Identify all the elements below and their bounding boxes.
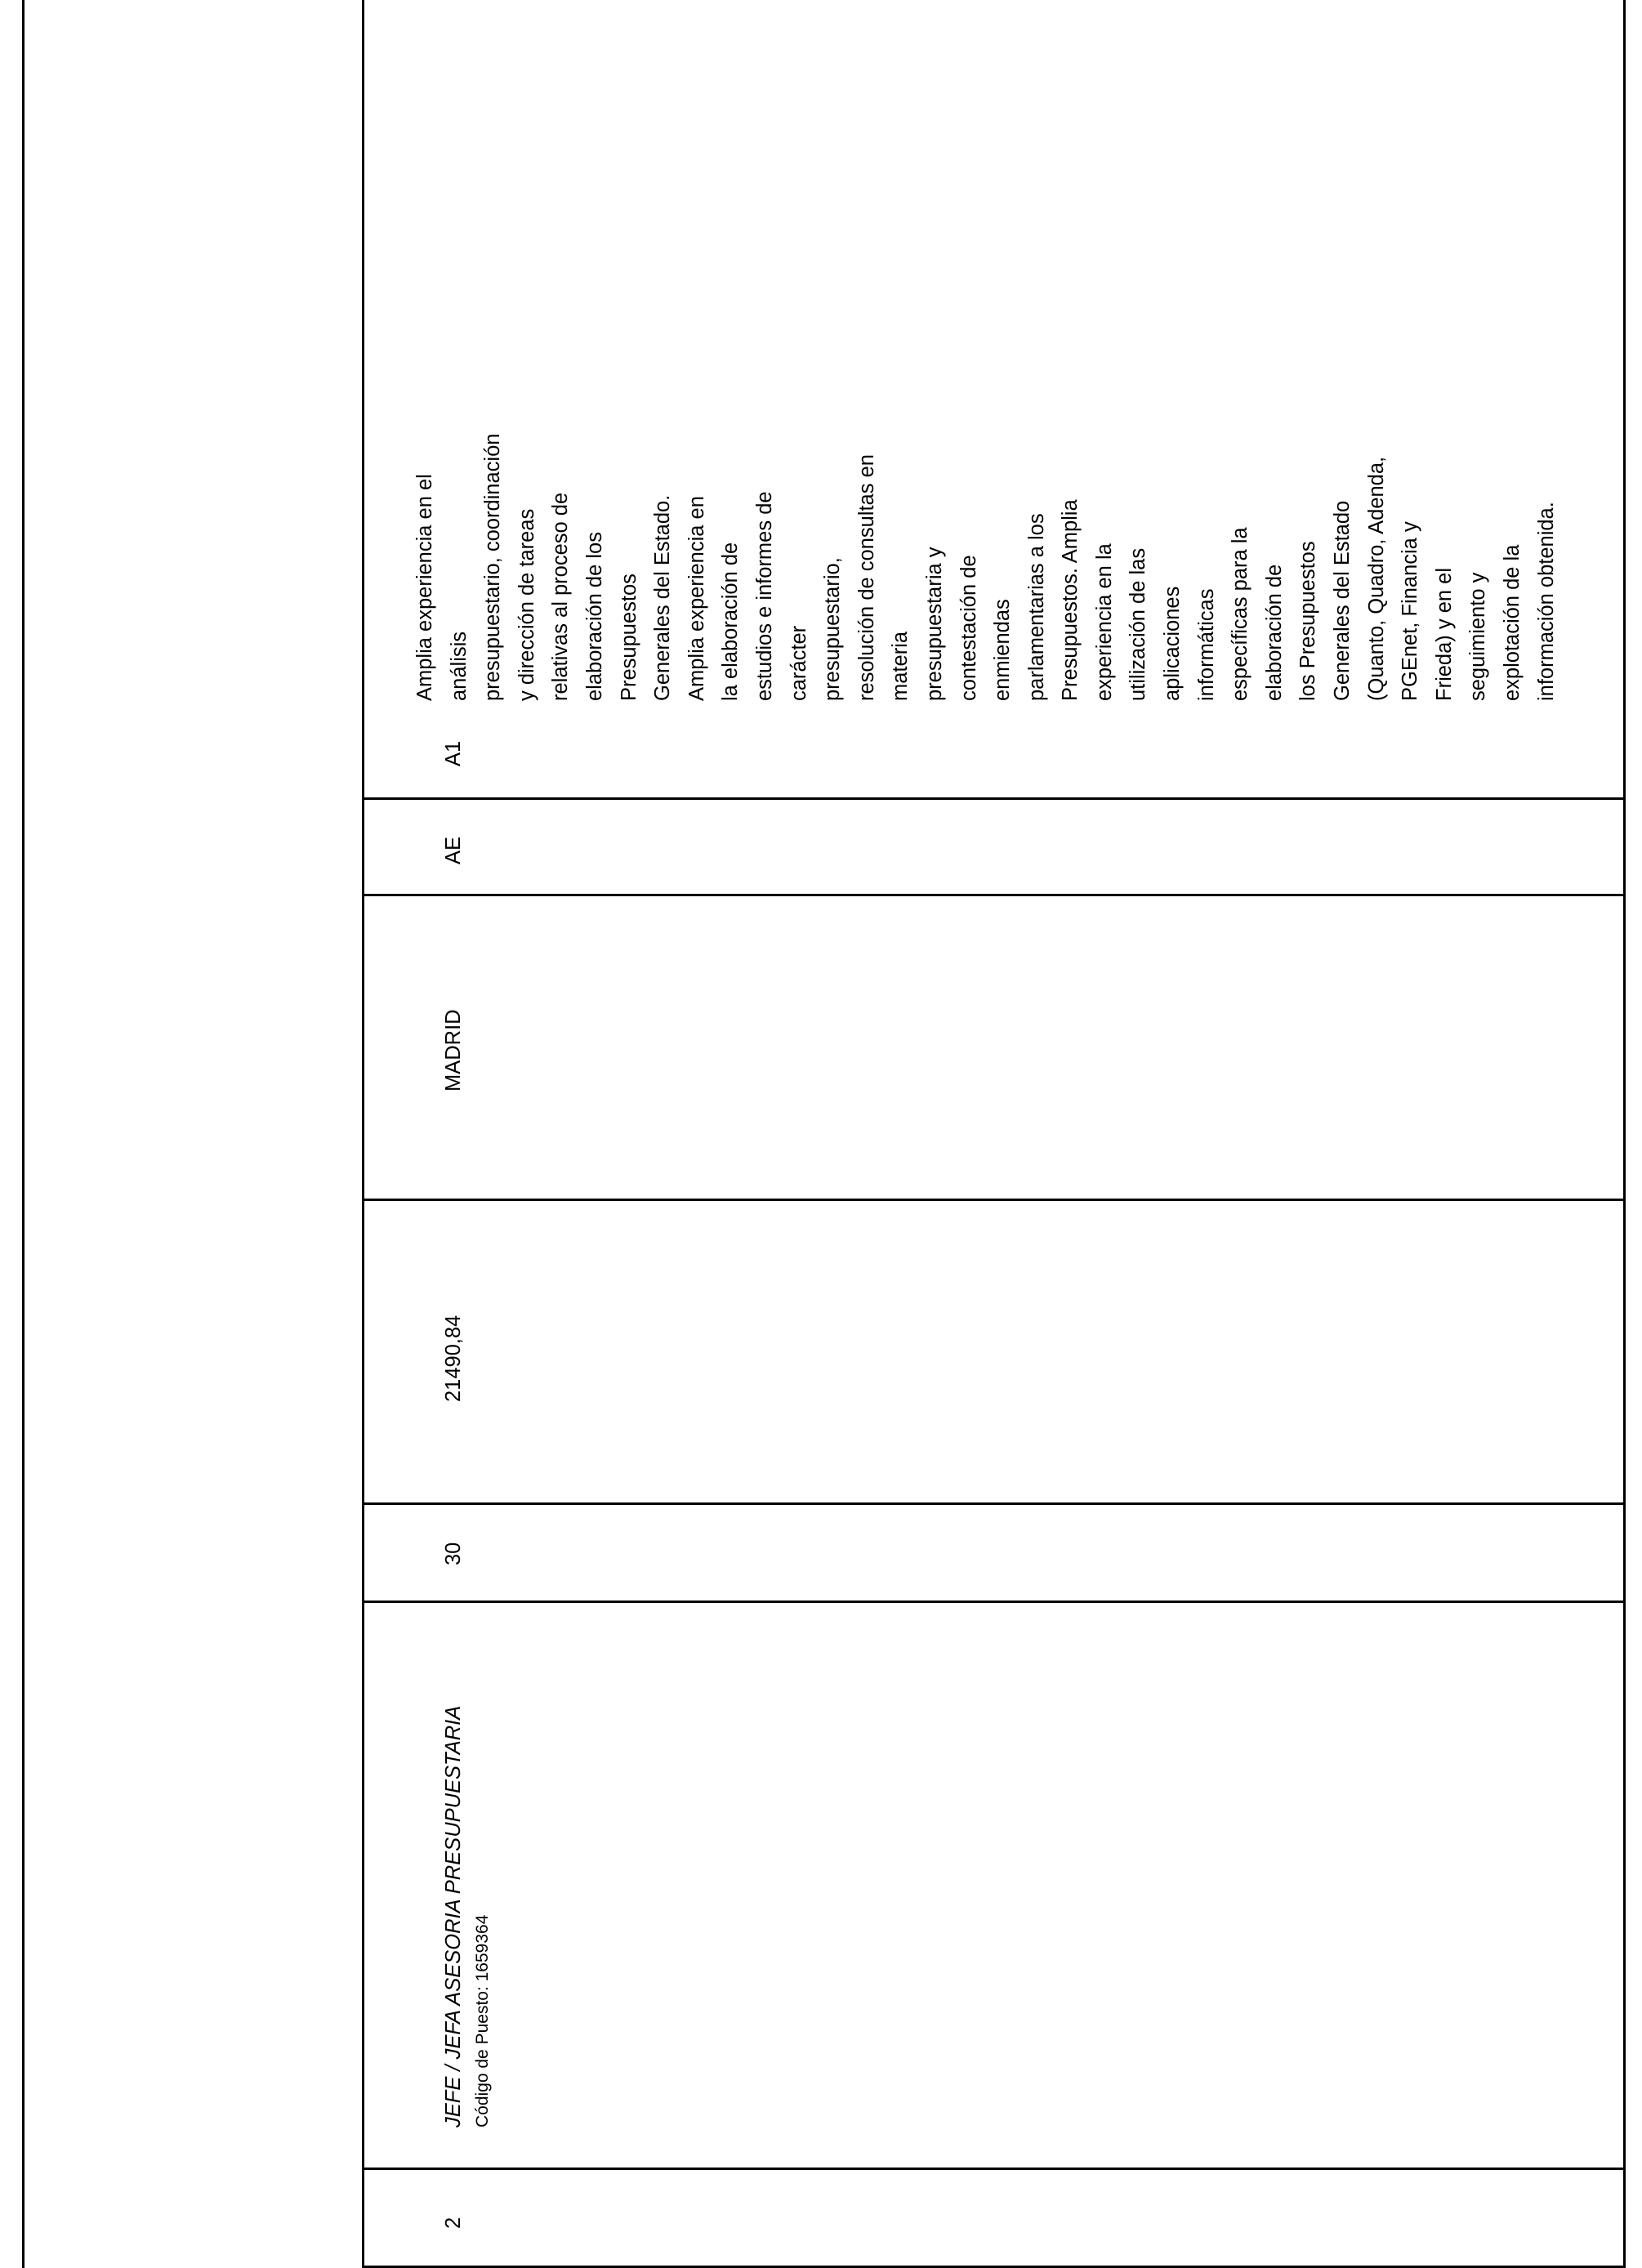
- position-title: JEFE / JEFA ASESORIA PRESUPUESTARIA: [442, 1705, 465, 2127]
- text-line: contestación de: [957, 555, 980, 701]
- text-line: los Presupuestos: [1296, 541, 1320, 701]
- text-line: Presupuestos. Amplia: [1059, 499, 1082, 701]
- text-line: información obtenida.: [1534, 502, 1558, 701]
- text-line: estudios e informes de: [752, 491, 776, 701]
- column-rule: [362, 797, 1626, 800]
- location: MADRID: [442, 1009, 465, 1092]
- text-line: (Quanto, Quadro, Adenda,: [1364, 456, 1388, 701]
- specific-complement: 21490,84: [442, 1315, 465, 1402]
- text-line: seguimiento y: [1466, 572, 1490, 701]
- column-rule: [362, 1601, 1626, 1603]
- text-line: elaboración de: [1262, 564, 1286, 701]
- text-line: elaboración de los: [582, 532, 606, 701]
- table-rule-row-separator: [362, 0, 364, 2268]
- text-line: relativas al proceso de: [549, 492, 573, 701]
- order-number: 2: [442, 2217, 465, 2229]
- table-rule-bottom: [1623, 0, 1626, 2268]
- text-line: explotación de la: [1501, 544, 1524, 701]
- text-line: Amplia experiencia en: [685, 496, 708, 701]
- table-rule-top: [22, 0, 25, 2268]
- text-line: Generales del Estado.: [651, 494, 675, 701]
- text-line: PGEnet, Financia y: [1399, 521, 1422, 701]
- text-line: experiencia en la: [1092, 543, 1116, 701]
- text-line: presupuestaria y: [922, 547, 946, 701]
- column-rule: [362, 1199, 1626, 1201]
- text-line: Presupuestos: [617, 574, 640, 701]
- column-rule: [362, 2168, 1626, 2170]
- text-line: parlamentarias a los: [1024, 513, 1048, 701]
- text-line: presupuestario,: [821, 557, 845, 701]
- position-code: Código de Puesto: 1659364: [472, 1914, 492, 2127]
- position-cell: [437, 1706, 494, 2127]
- text-line: utilización de las: [1127, 547, 1150, 701]
- text-line: informáticas: [1194, 588, 1218, 701]
- text-line: materia: [889, 631, 912, 701]
- text-line: y dirección de tareas: [515, 508, 538, 701]
- group: A1: [442, 740, 465, 766]
- column-rule: [362, 894, 1626, 896]
- text-line: enmiendas: [991, 599, 1015, 701]
- text-line: resolución de consultas en: [854, 454, 878, 701]
- text-line: específicas para la: [1229, 527, 1252, 701]
- text-line: presupuestario, coordinación: [481, 433, 505, 701]
- level: 30: [442, 1542, 465, 1565]
- text-line: Generales del Estado: [1331, 500, 1354, 701]
- text-line: análisis: [447, 631, 471, 701]
- text-line: aplicaciones: [1161, 586, 1185, 701]
- text-line: Amplia experiencia en el: [413, 474, 436, 701]
- column-rule: [362, 1502, 1626, 1505]
- text-line: la elaboración de: [719, 542, 743, 701]
- merits-description: [408, 434, 1564, 701]
- text-line: Frieda) y en el: [1432, 568, 1456, 701]
- administration: AE: [442, 836, 465, 864]
- text-line: carácter: [787, 625, 810, 701]
